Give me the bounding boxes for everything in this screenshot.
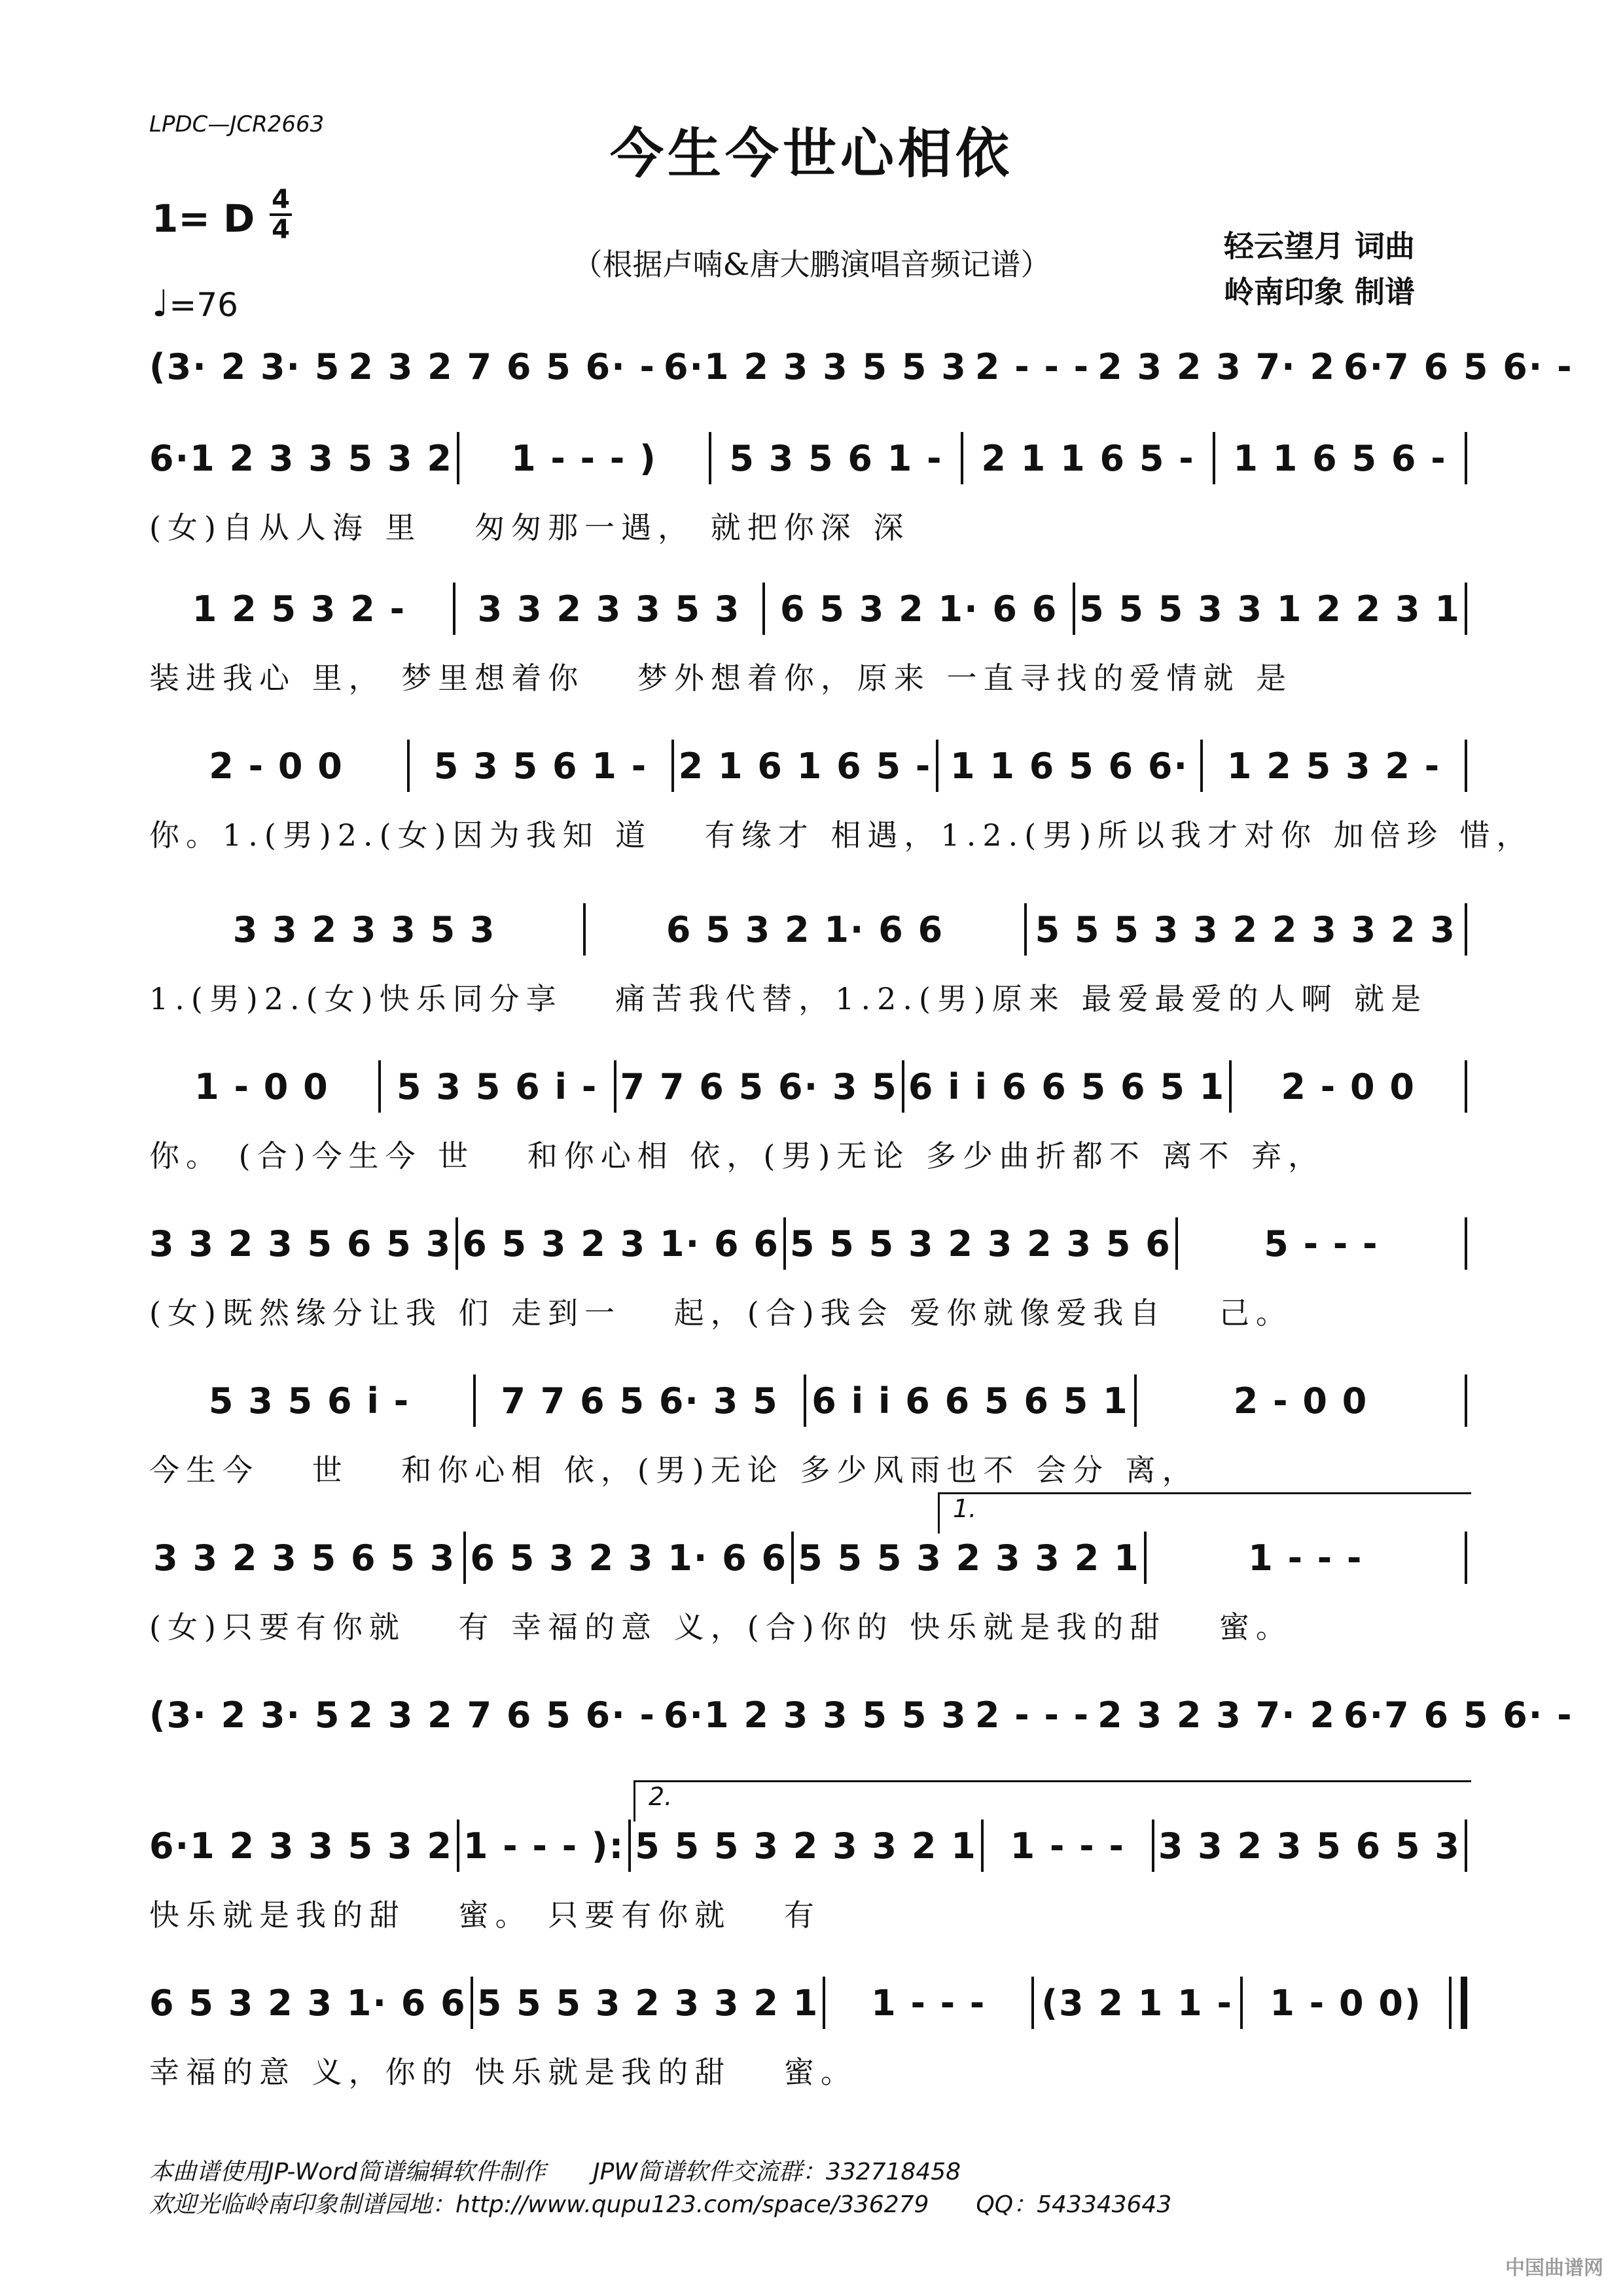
measure: (3· 2 3· 5 [149, 1694, 341, 1736]
score-code: LPDC—JCR2663 [149, 111, 325, 137]
score-system [149, 583, 1471, 713]
measure: 3 3 2 3 5 6 5 3 [153, 1537, 456, 1579]
lyric-line: (女)自从人海 里 匆匆那一遇， 就把你深 深 [149, 510, 910, 545]
measure: 6·1 2 3 3 5 5 3 [663, 346, 967, 387]
music-line [149, 1977, 1471, 2029]
measure: 2 - - - [974, 1694, 1090, 1736]
measure: 5 - - - [1264, 1223, 1379, 1265]
measure: 6·1 2 3 3 5 3 2 [149, 1825, 453, 1867]
footer-line-2: 欢迎光临岭南印象制谱园地：http://www.qupu123.com/space/336279 QQ：543343643 [149, 2191, 1172, 2218]
barline [1134, 1374, 1137, 1427]
barline [1144, 1532, 1147, 1584]
music-line [149, 903, 1471, 956]
measure: 3 3 2 3 5 6 5 3 [1158, 1825, 1461, 1867]
measure: 6·1 2 3 3 5 5 3 [663, 1694, 967, 1736]
barline [1240, 1977, 1243, 2029]
measure: 2 1 1 6 5 - [981, 437, 1195, 479]
music-line [149, 1060, 1471, 1113]
time-top: 4 [272, 185, 290, 215]
measure: 7 7 6 5 6· 3 5 [620, 1066, 898, 1107]
score-system [149, 1782, 1471, 1950]
measure: 2 - - - [974, 346, 1090, 387]
measure: 1 - 0 0 [194, 1066, 329, 1107]
measure: 2 - 0 0 [1281, 1066, 1416, 1107]
score-system [149, 432, 1471, 563]
measure: 5 3 5 6 1 - [433, 745, 648, 787]
measure: 5 5 5 3 2 3 3 2 1 [635, 1825, 977, 1867]
measure: 1 1 6 5 6 - [1233, 437, 1447, 479]
measure: 3 3 2 3 3 5 3 [477, 588, 741, 630]
music-line [149, 740, 1471, 792]
barline [671, 740, 674, 792]
footer-line-1: 本曲谱使用JP-Word简谱编辑软件制作 JPW简谱软件交流群：332718458 [149, 2159, 961, 2185]
measure: 6·7 6 5 6· - [1344, 1694, 1573, 1736]
barline [1024, 903, 1027, 956]
lyric-line: 幸福的意 义，你的 快乐就是我的甜 蜜。 [149, 2054, 857, 2090]
measure: 1 - - - [1248, 1537, 1363, 1579]
barline [981, 1820, 984, 1872]
barline [902, 1060, 904, 1113]
measure: 6·7 6 5 6· - [1344, 346, 1573, 387]
key-signature: 1= D [152, 196, 255, 241]
measure: 5 5 5 3 2 3 2 3 5 6 [789, 1223, 1171, 1265]
barline [1073, 583, 1075, 635]
music-line [149, 432, 1471, 484]
music-line [149, 340, 1573, 393]
lyric-line: 1.(男)2.(女)快乐同分享 痛苦我代替，1.2.(男)原来 最爱最爱的人啊 就是 [149, 981, 1428, 1016]
measure: 6·1 2 3 3 5 3 2 [149, 437, 453, 479]
score-system [149, 1374, 1471, 1505]
barline [471, 1977, 473, 2029]
measure: 6 5 3 2 3 1· 6 6 [149, 1982, 467, 2024]
volta-bracket: 1. [938, 1492, 1471, 1534]
barline [1031, 1977, 1034, 2029]
barline [1200, 740, 1203, 792]
lyric-line: 装进我心 里， 梦里想着你 梦外想着你，原来 一直寻找的爱情就 是 [149, 660, 1293, 696]
barline [1465, 1217, 1467, 1270]
measure: 1 2 5 3 2 - [192, 588, 406, 630]
barline [1465, 432, 1467, 484]
lyricist-credit: 轻云望月 词曲 [1224, 228, 1416, 264]
subtitle: （根据卢喃&唐大鹏演唱音频记谱） [572, 247, 1051, 282]
barline [1465, 1060, 1467, 1113]
barline [1465, 583, 1467, 635]
measure: 2 - 0 0 [1233, 1380, 1368, 1422]
music-line [149, 1689, 1573, 1741]
measure: 6 5 3 2 3 1· 6 6 [462, 1223, 779, 1265]
barline [583, 903, 586, 956]
time-bottom: 4 [272, 215, 290, 245]
barline [823, 1977, 825, 2029]
lyric-line: 你。1.(男)2.(女)因为我知 道 有缘才 相遇，1.2.(男)所以我才对你 加倍珍 惜， [149, 817, 1533, 853]
measure: 1 - - - ) [511, 437, 657, 479]
barline [378, 1060, 381, 1113]
measure: (3 2 1 1 - [1041, 1982, 1233, 2024]
barline [1175, 1217, 1178, 1270]
measure: 6 i i 6 6 5 6 5 1 [812, 1380, 1129, 1422]
measure: 1 2 5 3 2 - [1226, 745, 1441, 787]
measure: 5 5 5 3 2 3 3 2 1 [798, 1537, 1140, 1579]
barline [762, 583, 765, 635]
measure: 2 - 0 0 [209, 745, 344, 787]
music-line [149, 1532, 1471, 1584]
score-system [149, 1977, 1471, 2108]
tempo-value: =76 [169, 286, 238, 324]
time-signature [270, 185, 292, 245]
measure: 1 - 0 0) [1270, 1982, 1422, 2024]
lyric-line: 今生今 世 和你心相 依，(男)无论 多少风雨也不 会分 离， [149, 1452, 1199, 1488]
barline [1465, 1374, 1467, 1427]
measure: 1 - - - [871, 1982, 986, 2024]
measure: 7 7 6 5 6· 3 5 [501, 1380, 779, 1422]
barline [1229, 1060, 1232, 1113]
quarter-note-icon: ♩ [152, 283, 169, 325]
measure: 5 5 5 3 3 2 2 3 3 2 3 [1035, 908, 1456, 950]
measure: 6 5 3 2 3 1· 6 6 [470, 1537, 788, 1579]
song-title: 今生今世心相依 [609, 122, 1013, 185]
barline [1449, 1977, 1467, 2029]
watermark-logo: 中国曲谱网 [1505, 2257, 1603, 2280]
music-line [149, 1217, 1471, 1270]
measure: 5 3 5 6 1 - [729, 437, 943, 479]
score-system [149, 1060, 1471, 1191]
music-line [149, 1820, 1471, 1872]
barline [628, 1820, 631, 1872]
measure: 3 3 2 3 3 5 3 [232, 908, 496, 950]
barline [804, 1374, 806, 1427]
barline [1465, 740, 1467, 792]
measure: 6 5 3 2 1· 6 6 [666, 908, 944, 950]
score-system [149, 1217, 1471, 1348]
score-system [149, 740, 1533, 870]
volta-bracket: 2. [633, 1780, 1471, 1821]
barline [1465, 1532, 1467, 1584]
music-line [149, 583, 1471, 635]
lyric-line: 你。 (合)今生今 世 和你心相 依，(男)无论 多少曲折都不 离不 弃， [149, 1138, 1325, 1174]
tempo-marking [152, 283, 238, 325]
barline [455, 1217, 458, 1270]
lyric-line: 快乐就是我的甜 蜜。 只要有你就 有 [149, 1897, 821, 1933]
barline [453, 583, 455, 635]
barline [457, 1820, 459, 1872]
barline [1152, 1820, 1154, 1872]
measure: 1 - - - [1010, 1825, 1125, 1867]
measure: (3· 2 3· 5 [149, 346, 341, 387]
measure: 6 i i 6 6 5 6 5 1 [908, 1066, 1226, 1107]
measure: 5 3 5 6 i - [208, 1380, 410, 1422]
lyric-line: (女)既然缘分让我 们 走到一 起，(合)我会 爱你就像爱我自 己。 [149, 1295, 1293, 1331]
barline [473, 1374, 476, 1427]
barline [1465, 903, 1467, 956]
barline [614, 1060, 616, 1113]
barline [709, 432, 711, 484]
score-system [149, 903, 1471, 1034]
measure: 5 3 5 6 i - [397, 1066, 598, 1107]
measure: 3 3 2 3 5 6 5 3 [149, 1223, 452, 1265]
barline [1213, 432, 1215, 484]
measure: 1 1 6 5 6 6· [950, 745, 1188, 787]
barline [783, 1217, 786, 1270]
measure: 2 3 2 7 6 5 6· - [348, 1694, 656, 1736]
barline [791, 1532, 794, 1584]
score-system [149, 1494, 1471, 1662]
barline [1465, 1820, 1467, 1872]
barline [936, 740, 938, 792]
barline [463, 1532, 466, 1584]
measure: 2 1 6 1 6 5 - [678, 745, 932, 787]
lyric-line: (女)只要有你就 有 幸福的意 义，(合)你的 快乐就是我的甜 蜜。 [149, 1609, 1293, 1645]
transcriber-credit: 岭南印象 制谱 [1224, 274, 1416, 310]
barline [961, 432, 963, 484]
measure: 5 5 5 3 2 3 3 2 1 [476, 1982, 819, 2024]
measure: 2 3 2 3 7· 2 [1097, 346, 1336, 387]
music-line [149, 1374, 1471, 1427]
measure: 1 - - - ): [463, 1825, 625, 1867]
measure: 2 3 2 7 6 5 6· - [348, 346, 656, 387]
measure: 2 3 2 3 7· 2 [1097, 1694, 1336, 1736]
measure: 5 5 5 3 3 1 2 2 3 1 [1079, 588, 1461, 630]
barline [407, 740, 410, 792]
measure: 6 5 3 2 1· 6 6 [780, 588, 1058, 630]
barline [457, 432, 459, 484]
